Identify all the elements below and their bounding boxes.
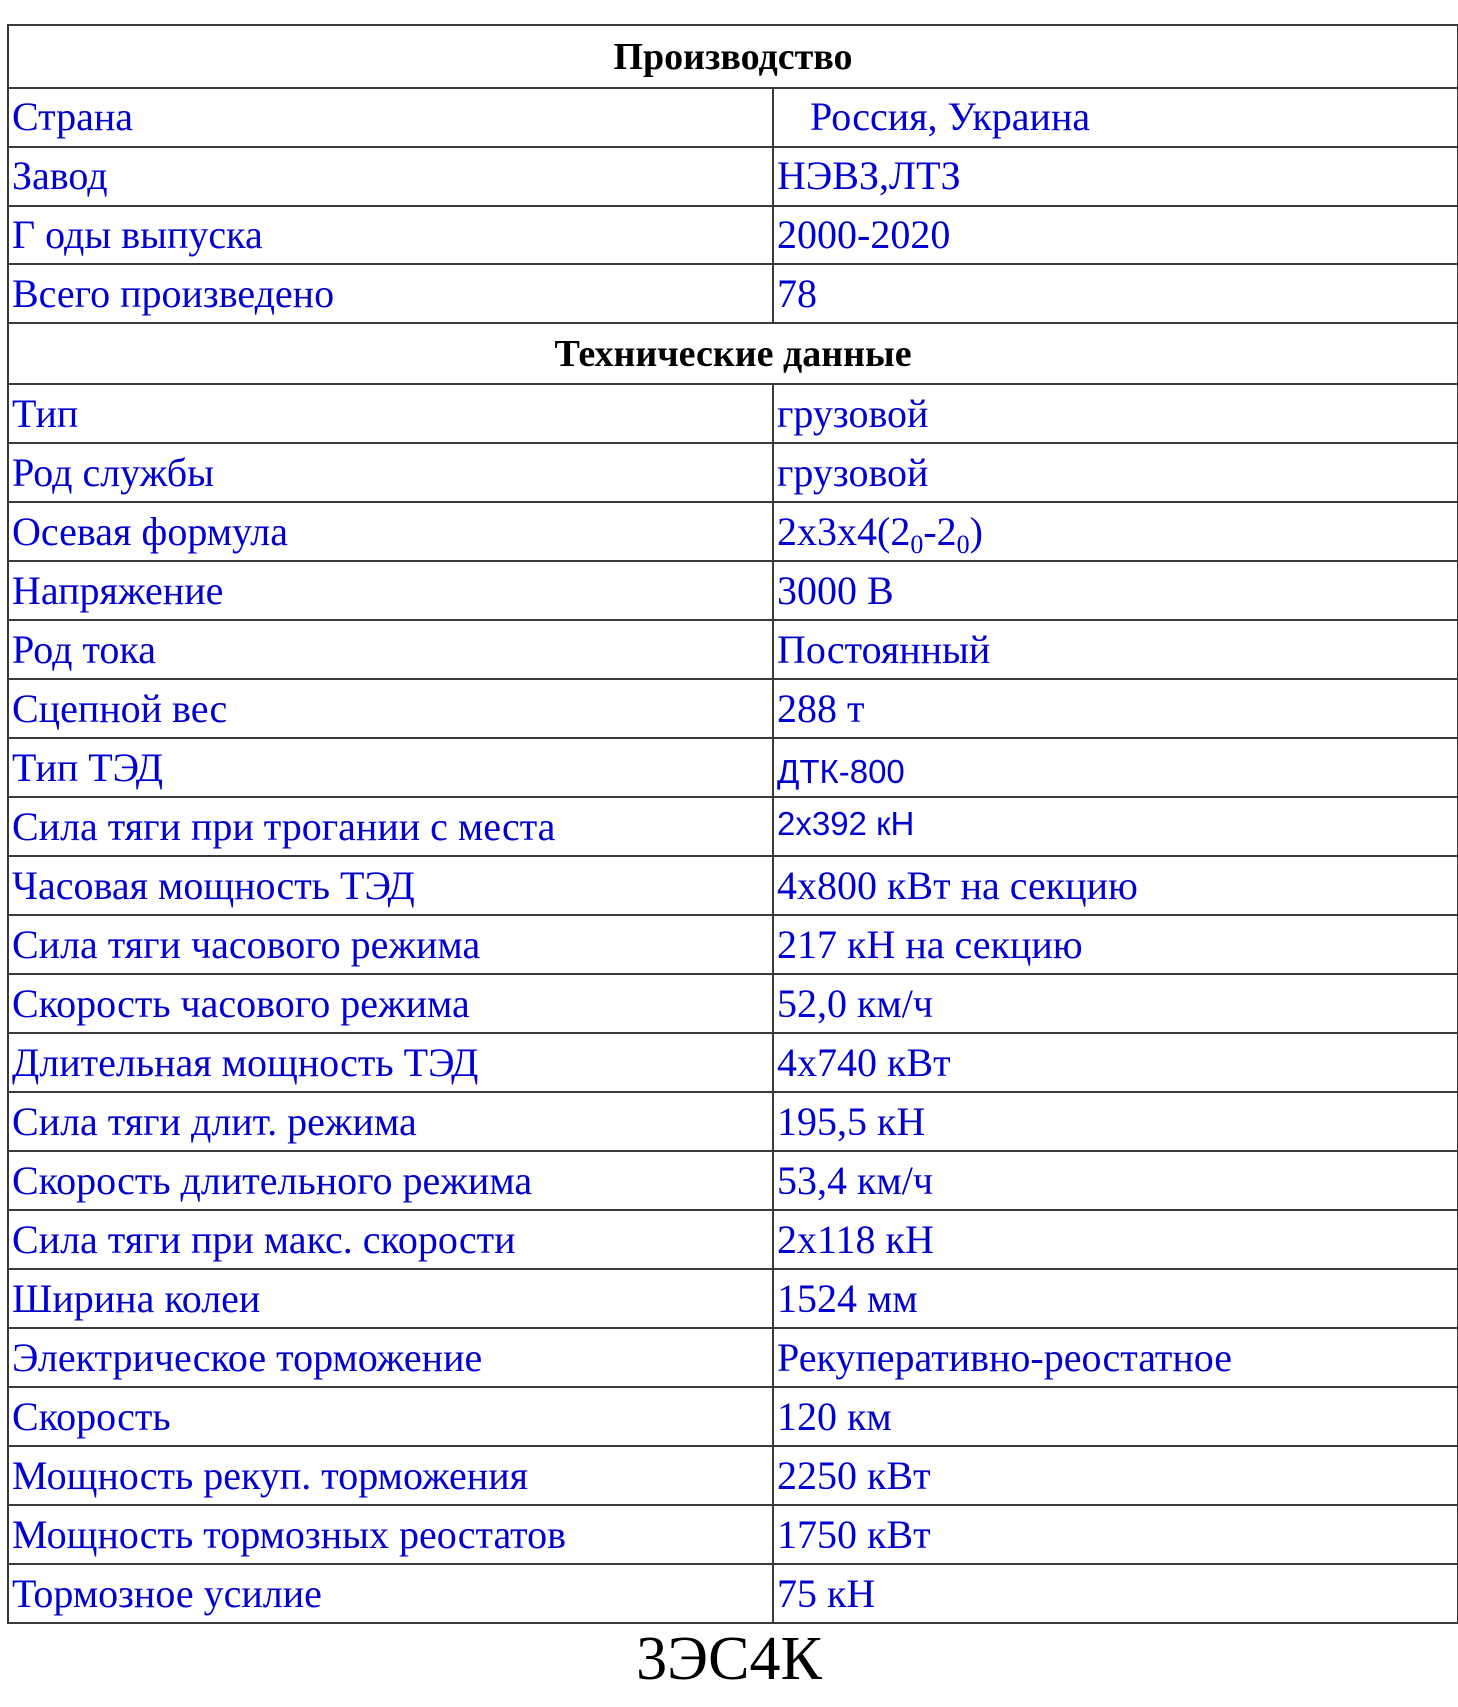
- row-value: 217 кН на секцию: [773, 915, 1458, 974]
- row-value: 195,5 кН: [773, 1092, 1458, 1151]
- table-row: [8, 679, 1458, 738]
- table-row: [8, 88, 1458, 147]
- row-label: Завод: [8, 147, 773, 206]
- row-value: 2x118 кН: [773, 1210, 1458, 1269]
- row-label: Всего произведено: [8, 264, 773, 323]
- row-label: Мощность тормозных реостатов: [8, 1505, 773, 1564]
- row-label: Скорость часового режима: [8, 974, 773, 1033]
- row-label: Часовая мощность ТЭД: [8, 856, 773, 915]
- row-label: Тормозное усилие: [8, 1564, 773, 1623]
- row-label: Электрическое торможение: [8, 1328, 773, 1387]
- row-value: 120 км: [773, 1387, 1458, 1446]
- table-row: [8, 1387, 1458, 1446]
- table-row: [8, 974, 1458, 1033]
- table-row: [8, 1328, 1458, 1387]
- table-row: [8, 915, 1458, 974]
- formula-part: 2x3x4(2: [777, 508, 911, 554]
- row-value: 4x740 кВт: [773, 1033, 1458, 1092]
- row-label: Скорость: [8, 1387, 773, 1446]
- table-row: [8, 206, 1458, 265]
- table-row: [8, 1033, 1458, 1092]
- row-label: Сила тяги при макс. скорости: [8, 1210, 773, 1269]
- table-row: [8, 502, 1458, 561]
- table-row: [8, 443, 1458, 502]
- table-row: [8, 1446, 1458, 1505]
- table-row: [8, 1151, 1458, 1210]
- row-label: Г оды выпуска: [8, 206, 773, 265]
- row-value: Россия, Украина: [773, 88, 1458, 147]
- table-row: [8, 264, 1458, 323]
- formula-part: ): [969, 508, 983, 554]
- row-value: ДТК-800: [773, 738, 1458, 797]
- row-value: 3000 В: [773, 561, 1458, 620]
- table-row: [8, 147, 1458, 206]
- table-row: [8, 797, 1458, 856]
- row-label: Тип: [8, 384, 773, 443]
- row-label: Напряжение: [8, 561, 773, 620]
- row-value: 288 т: [773, 679, 1458, 738]
- table-row: [8, 1092, 1458, 1151]
- table-row: [8, 384, 1458, 443]
- row-value: 2000-2020: [773, 206, 1458, 265]
- row-value: 4x800 кВт на секцию: [773, 856, 1458, 915]
- row-label: Род службы: [8, 443, 773, 502]
- table-row: [8, 856, 1458, 915]
- row-value: 78: [773, 264, 1458, 323]
- row-label: Род тока: [8, 620, 773, 679]
- row-value: 1750 кВт: [773, 1505, 1458, 1564]
- row-value: грузовой: [773, 443, 1458, 502]
- section-title: Производство: [8, 25, 1458, 88]
- row-label: Ширина колеи: [8, 1269, 773, 1328]
- table-row: [8, 738, 1458, 797]
- table-row: [8, 620, 1458, 679]
- row-label: Страна: [8, 88, 773, 147]
- row-value: 1524 мм: [773, 1269, 1458, 1328]
- table-row: [8, 1564, 1458, 1623]
- row-value: Рекуперативно-реостатное: [773, 1328, 1458, 1387]
- row-value: грузовой: [773, 384, 1458, 443]
- row-label: Мощность рекуп. торможения: [8, 1446, 773, 1505]
- locomotive-spec-table: [7, 24, 1458, 1624]
- row-value: 2x392 кН: [773, 797, 1458, 856]
- table-row: [8, 1505, 1458, 1564]
- formula-subscript: 0: [956, 529, 970, 559]
- section-header-technical: [8, 323, 1458, 384]
- row-value: НЭВЗ,ЛТЗ: [773, 147, 1458, 206]
- row-value: 75 кН: [773, 1564, 1458, 1623]
- row-value: 2250 кВт: [773, 1446, 1458, 1505]
- formula-subscript: 0: [910, 529, 924, 559]
- row-label: Сила тяги при трогании с места: [8, 797, 773, 856]
- table-row: [8, 561, 1458, 620]
- row-label: Сцепной вес: [8, 679, 773, 738]
- row-value: 52,0 км/ч: [773, 974, 1458, 1033]
- row-label: Тип ТЭД: [8, 738, 773, 797]
- row-value: Постоянный: [773, 620, 1458, 679]
- table-row: [8, 1269, 1458, 1328]
- section-header-production: [8, 25, 1458, 88]
- model-caption: 3ЭС4К: [636, 1625, 822, 1693]
- row-label: Скорость длительного режима: [8, 1151, 773, 1210]
- row-label: Осевая формула: [8, 502, 773, 561]
- row-value-axle-formula: [773, 502, 1458, 561]
- row-label: Длительная мощность ТЭД: [8, 1033, 773, 1092]
- row-label: Сила тяги длит. режима: [8, 1092, 773, 1151]
- row-value: 53,4 км/ч: [773, 1151, 1458, 1210]
- table-row: [8, 1210, 1458, 1269]
- formula-part: -2: [923, 508, 957, 554]
- row-label: Сила тяги часового режима: [8, 915, 773, 974]
- section-title: Технические данные: [8, 323, 1458, 384]
